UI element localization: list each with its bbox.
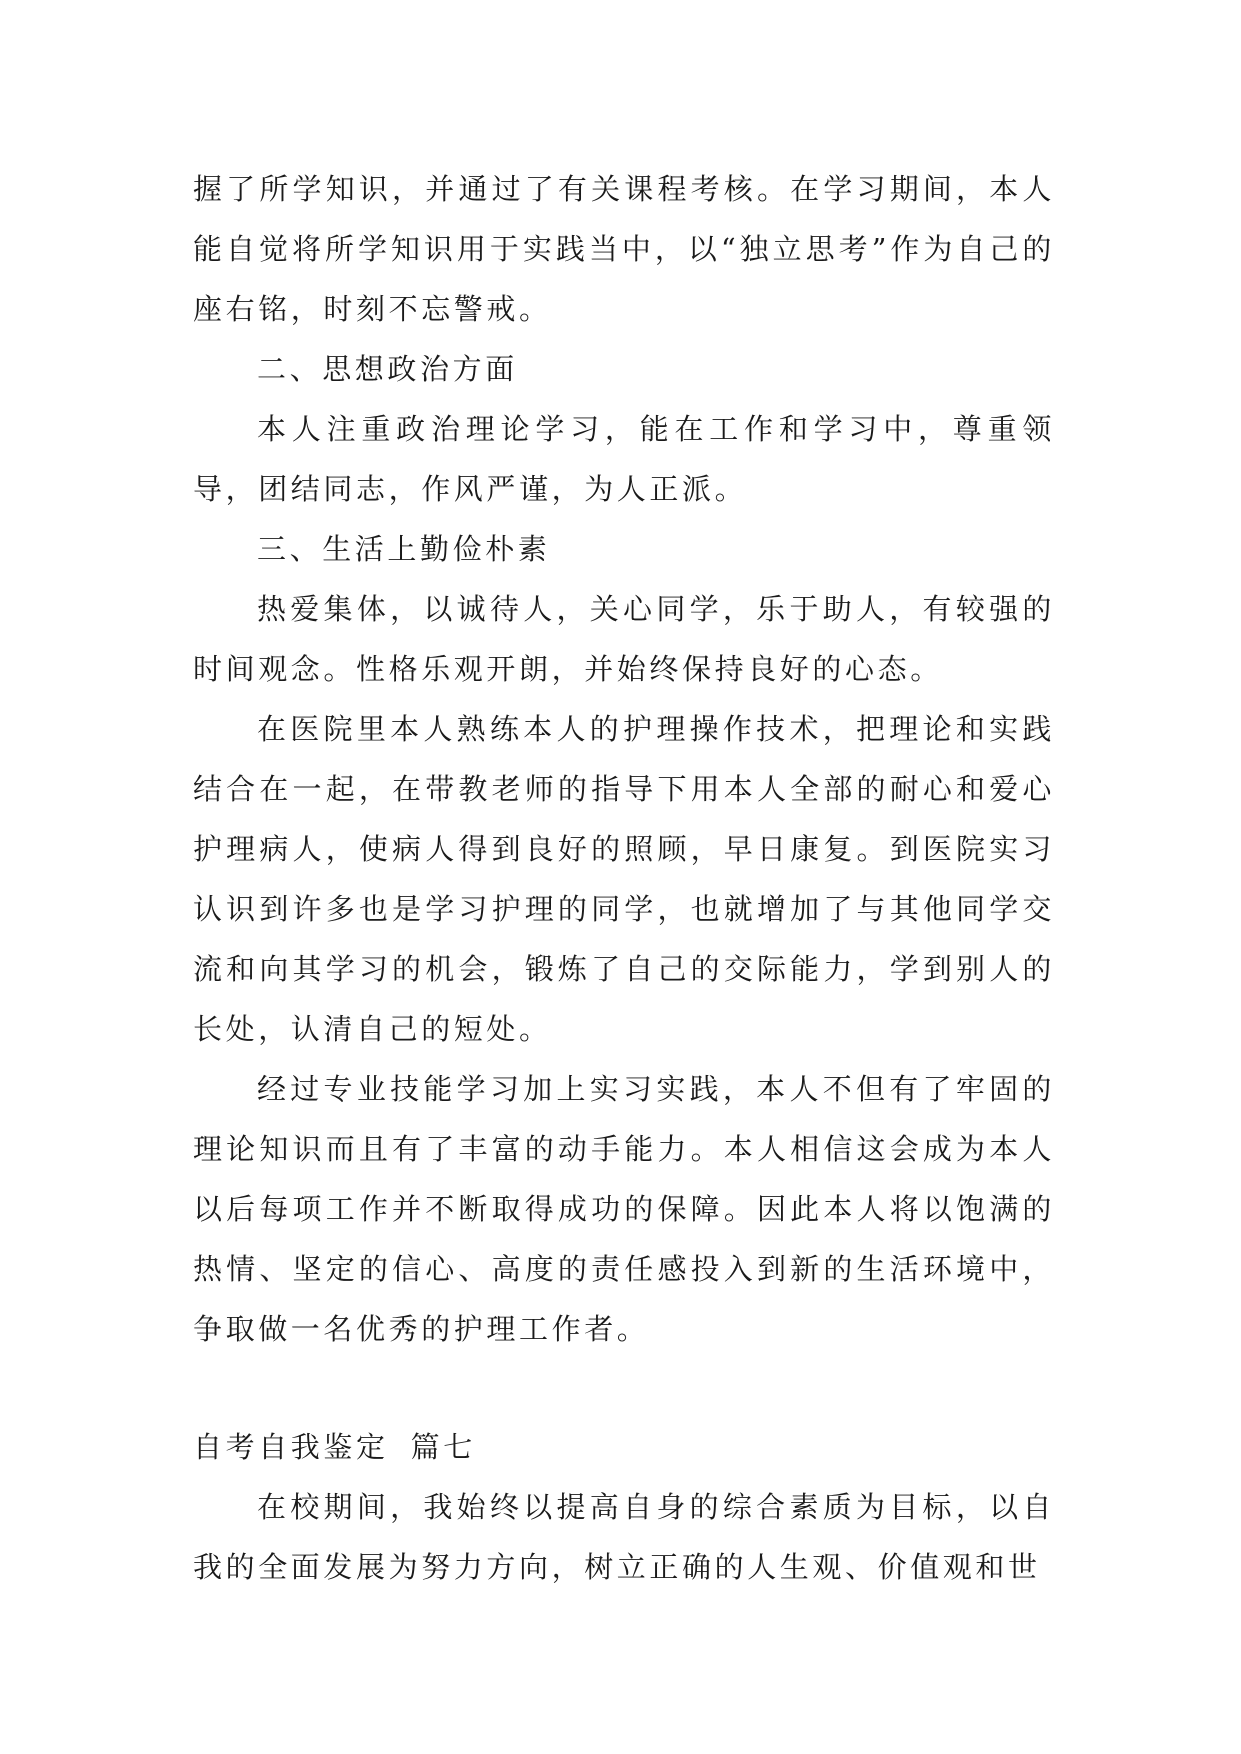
paragraph-hospital: 在医院里本人熟练本人的护理操作技术，把理论和实践结合在一起，在带教老师的指导下用本人全部的耐心和爱心护理病人，使病人得到良好的照顾，早日康复。到医院实习认识到许多也是学习护理的同学，也就增加了与其他同学交流和向其学习的机会，锻炼了自己的交际能力，学到别人的长处，认清自己的短处。 <box>193 712 1055 1046</box>
paragraph-life: 热爱集体，以诚待人，关心同学，乐于助人，有较强的时间观念。性格乐观开朗，并始终保持良好的心态。 <box>193 592 1055 686</box>
paragraph-conclusion: 经过专业技能学习加上实习实践，本人不但有了牢固的理论知识而且有了丰富的动手能力。本人相信这会成为本人以后每项工作并不断取得成功的保障。因此本人将以饱满的热情、坚定的信心、高度的责任感投入到新的生活环境中，争取做一名优秀的护理工作者。 <box>193 1072 1055 1346</box>
heading-life-frugality: 三、生活上勤俭朴素 <box>257 532 551 566</box>
paragraph-politics: 本人注重政治理论学习，能在工作和学习中，尊重领导，团结同志，作风严谨，为人正派。 <box>193 412 1055 506</box>
section-title-text: 自考自我鉴定 <box>193 1430 389 1464</box>
heading-ideology-politics: 二、思想政治方面 <box>257 352 518 386</box>
paragraph-school-period: 在校期间，我始终以提高自身的综合素质为目标，以自我的全面发展为努力方向，树立正确的人生观、价值观和世 <box>193 1490 1055 1584</box>
document-body <box>193 159 1055 1597</box>
section-spacer <box>193 1359 1055 1417</box>
section-title <box>193 1417 1055 1477</box>
paragraph-continued: 握了所学知识，并通过了有关课程考核。在学习期间，本人能自觉将所学知识用于实践当中，以“独立思考”作为自己的座右铭，时刻不忘警戒。 <box>193 172 1055 326</box>
section-subtitle-text: 篇七 <box>410 1430 476 1464</box>
